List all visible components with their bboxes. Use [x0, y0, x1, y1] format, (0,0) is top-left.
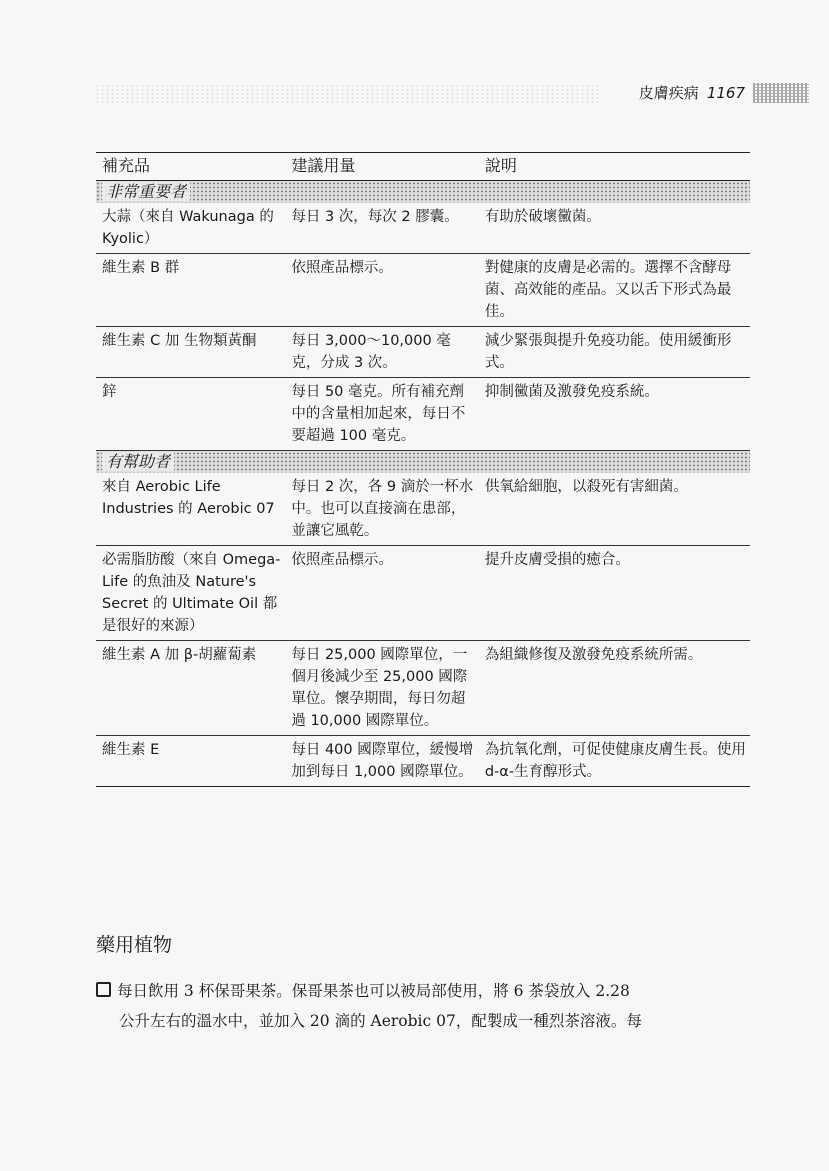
- supplement-cell: 來自 Aerobic Life Industries 的 Aerobic 07: [96, 473, 285, 546]
- dosage-cell: 依照產品標示。: [285, 254, 479, 327]
- column-header-supplement: 補充品: [96, 153, 285, 181]
- column-header-note: 說明: [479, 153, 750, 181]
- note-cell: 供氧給細胞，以殺死有害細菌。: [479, 473, 750, 546]
- note-cell: 有助於破壞黴菌。: [479, 203, 750, 254]
- section-row-very-important: [96, 181, 750, 204]
- dosage-cell: 依照產品標示。: [285, 546, 479, 641]
- supplement-cell: 維生素 B 群: [96, 254, 285, 327]
- table-row: [96, 473, 750, 546]
- herbs-heading: 藥用植物: [96, 934, 173, 956]
- note-cell: 減少緊張與提升免疫功能。使用緩衝形式。: [479, 327, 750, 378]
- table-row: [96, 378, 750, 451]
- supplement-cell: 維生素 E: [96, 736, 285, 787]
- table-row: [96, 203, 750, 254]
- dosage-cell: 每日 2 次，各 9 滴於一杯水中。也可以直接滴在患部，並讓它風乾。: [285, 473, 479, 546]
- supplement-cell: 大蒜（來自 Wakunaga 的 Kyolic）: [96, 203, 285, 254]
- note-cell: 提升皮膚受損的癒合。: [479, 546, 750, 641]
- supplement-cell: 鋅: [96, 378, 285, 451]
- section-row-helpful: [96, 451, 750, 474]
- dosage-cell: 每日 3 次，每次 2 膠囊。: [285, 203, 479, 254]
- dosage-cell: 每日 400 國際單位，緩慢增加到每日 1,000 國際單位。: [285, 736, 479, 787]
- section-label: 非常重要者: [102, 182, 190, 201]
- column-header-dosage: 建議用量: [285, 153, 479, 181]
- section-label: 有幫助者: [102, 452, 174, 471]
- running-header: [639, 82, 809, 103]
- header-mark-icon: [753, 83, 809, 103]
- chapter-title: 皮膚疾病: [638, 84, 699, 102]
- herb-list-item: [96, 976, 756, 1036]
- supplement-cell: 維生素 C 加 生物類黃酮: [96, 327, 285, 378]
- table-header-row: [96, 153, 750, 181]
- supplement-cell: 維生素 A 加 β-胡蘿蔔素: [96, 641, 285, 736]
- herb-item-line-2: 公升左右的溫水中，並加入 20 滴的 Aerobic 07，配製成一種烈茶溶液。每: [119, 1012, 642, 1030]
- table-row: [96, 546, 750, 641]
- dosage-cell: 每日 3,000～10,000 毫克，分成 3 次。: [285, 327, 479, 378]
- note-cell: 為抗氧化劑，可促使健康皮膚生長。使用 d-α-生育醇形式。: [479, 736, 750, 787]
- herb-item-line-1: 每日飲用 3 杯保哥果茶。保哥果茶也可以被局部使用，將 6 茶袋放入 2.28: [117, 982, 630, 1000]
- dosage-cell: 每日 25,000 國際單位，一個月後減少至 25,000 國際單位。懷孕期間，每日勿超過 10,000 國際單位。: [285, 641, 479, 736]
- checkbox-icon: [96, 982, 111, 997]
- table-row: [96, 327, 750, 378]
- table-row: [96, 736, 750, 787]
- note-cell: 抑制黴菌及激發免疫系統。: [479, 378, 750, 451]
- table-row: [96, 254, 750, 327]
- supplement-table: [96, 152, 750, 787]
- herb-item-text: [117, 976, 756, 1036]
- note-cell: 對健康的皮膚是必需的。選擇不含酵母菌、高效能的產品。又以舌下形式為最佳。: [479, 254, 750, 327]
- supplement-cell: 必需脂肪酸（來自 Omega-Life 的魚油及 Nature's Secret 的 Ultimate Oil 都是很好的來源）: [96, 546, 285, 641]
- header-scan-noise: [95, 84, 600, 104]
- page-number: 1167: [706, 83, 745, 102]
- note-cell: 為組織修復及激發免疫系統所需。: [479, 641, 750, 736]
- table-row: [96, 641, 750, 736]
- dosage-cell: 每日 50 毫克。所有補充劑中的含量相加起來，每日不要超過 100 毫克。: [285, 378, 479, 451]
